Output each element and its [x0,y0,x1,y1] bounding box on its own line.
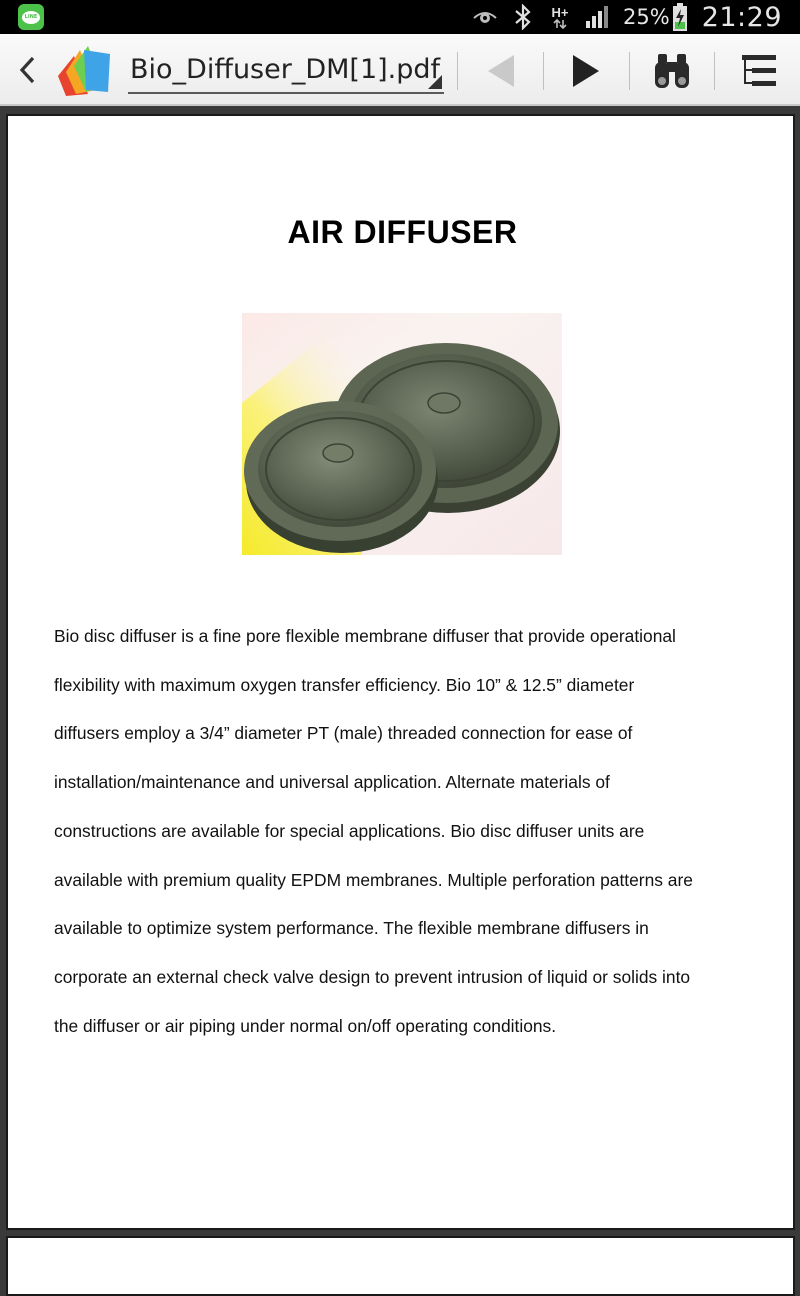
body-line: Bio disc diffuser is a fine pore flexible membrane diffuser that provide operational [54,626,676,646]
pdf-next-page [6,1236,795,1296]
document-title: AIR DIFFUSER [287,214,518,250]
toolbar-divider [543,52,544,90]
body-line: flexibility with maximum oxygen transfer efficiency. Bio 10” & 12.5” diameter [54,674,635,695]
polaris-office-logo[interactable] [52,42,116,98]
status-bar [0,0,800,34]
toolbar-divider [629,52,630,90]
toolbar-divider [714,52,715,90]
eye-icon [473,5,497,29]
back-icon[interactable] [12,54,42,86]
signal-icon [585,5,609,29]
body-line: corporate an external check valve design to prevent intrusion of liquid or solids into [54,966,691,987]
outline-menu-icon[interactable] [736,50,780,92]
battery-charging-icon [672,5,688,29]
body-line: available to optimize system performance. The flexible membrane diffusers in [54,918,649,939]
body-line: diffusers employ a 3/4” diameter PT (male) threaded connection for ease of [54,723,633,744]
next-page-icon[interactable] [564,50,608,92]
line-app-icon: LINE [18,4,44,30]
dropdown-arrow-icon [428,75,442,89]
body-line: installation/maintenance and universal application. Alternate materials of [54,772,610,793]
body-line: the diffuser or air piping under normal on/off operating conditions. [54,1015,557,1036]
body-line: available with premium quality EPDM membranes. Multiple perforation patterns are [54,869,693,890]
network-h-plus-icon: H+ [549,5,571,29]
toolbar [0,34,800,106]
battery-percent: 25% [623,5,670,29]
bluetooth-icon [511,5,535,29]
search-binoculars-icon[interactable] [650,50,694,92]
clock: 21:29 [701,1,782,33]
previous-page-icon[interactable] [479,50,523,92]
file-name-dropdown[interactable] [128,48,444,94]
file-name: Bio_Diffuser_DM[1].pdf [130,54,441,85]
toolbar-divider [457,52,458,90]
document-body [54,612,754,1050]
body-line: constructions are available for special applications. Bio disc diffuser units are [54,820,645,841]
pdf-page [6,114,795,1230]
document-viewer[interactable] [0,108,800,1280]
air-diffuser-image [242,313,562,555]
